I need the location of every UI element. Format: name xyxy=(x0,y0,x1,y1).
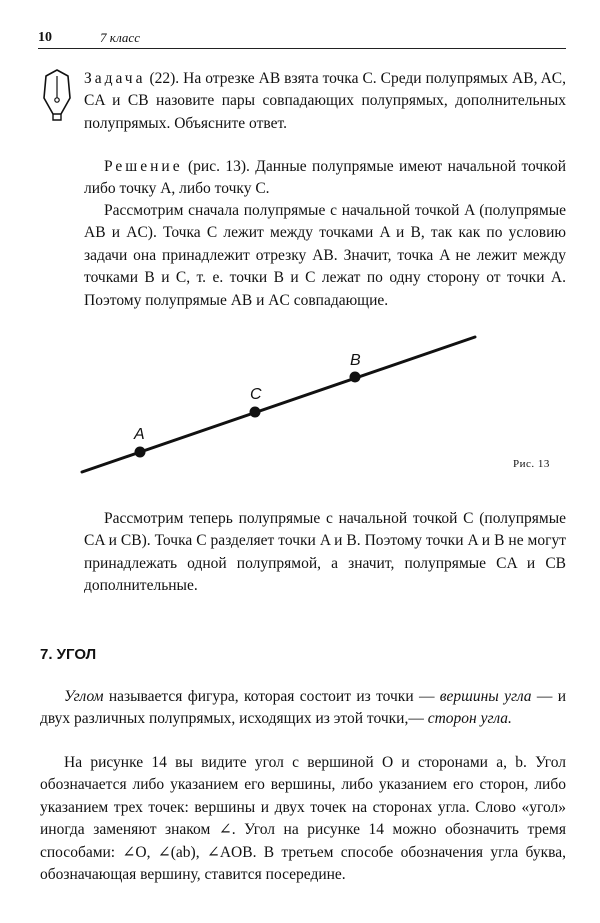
point-c xyxy=(250,407,261,418)
figure-13-drawing xyxy=(70,325,570,485)
page-header xyxy=(38,30,566,50)
def-text-2: — и двух различных полупрямых, исходящих из этой точки,— xyxy=(40,688,566,728)
point-b xyxy=(350,372,361,383)
figure-caption: Рис. 13 xyxy=(513,458,550,470)
task-text: На отрезке AB взята точка C. Среди полупрямых AB, AC, CA и CB назовите пары совпадающих полупрямых, дополнительных полупрямых. Объясните ответ. xyxy=(84,70,566,132)
label-b: B xyxy=(350,352,361,369)
pen-nib-icon xyxy=(40,68,74,124)
angle-definition xyxy=(40,686,566,731)
def-sides: сторон угла. xyxy=(427,710,512,728)
task-paragraph xyxy=(84,68,566,135)
def-vertex: вершины угла xyxy=(439,688,532,705)
solution-paragraph-1: Рассмотрим сначала полупрямые с начальной точкой A (полупрямые AB и AC). Точка C лежит между точками A и B, так как по условию задачи она принадлежит отрезку AB. Значит, точка A не лежит между точками B и C, т. е. точки B и C лежат по одну сторону от точки A. Поэтому полупрямые AB и AC совпадающие. xyxy=(84,202,566,309)
section-heading: 7. УГОЛ xyxy=(40,646,97,663)
point-a xyxy=(135,447,146,458)
task-number: (22). xyxy=(145,70,180,87)
solution-intro-paragraph xyxy=(84,156,566,201)
task-label: Задача xyxy=(84,70,146,87)
page-number: 10 xyxy=(38,30,52,45)
solution-label: Решение xyxy=(104,158,183,175)
label-a: A xyxy=(134,426,145,443)
def-text-1: называется фигура, которая состоит из точки — xyxy=(103,688,440,705)
figure-13 xyxy=(70,325,570,485)
header-rule xyxy=(38,48,566,49)
angle-paragraph: На рисунке 14 вы видите угол с вершиной O и сторонами a, b. Угол обозначается либо указанием его вершины, либо указанием его сторон, либо указанием трех точек: вершины и двух точек на сторонах угла. Слово «угол» иногда заменяют знаком ∠. Угол на рисунке 14 можно обозначить тремя способами: ∠O, ∠(ab), ∠AOB. В третьем способе обозначения угла буква, обозначающая вершину, ставится посередине. xyxy=(40,754,566,884)
solution-paragraph-2: Рассмотрим теперь полупрямые с начальной точкой C (полупрямые CA и CB). Точка C разделяет точки A и B. Поэтому точки A и B не могут принадлежать одной полупрямой, а значит, полупрямые CA и CB дополнительные. xyxy=(84,510,566,595)
def-term: Углом xyxy=(64,688,104,705)
running-title: 7 класс xyxy=(100,30,140,45)
label-c: C xyxy=(250,386,262,403)
solution-intro: (рис. 13). Данные полупрямые имеют начальной точкой либо точку A, либо точку C. xyxy=(84,158,566,198)
